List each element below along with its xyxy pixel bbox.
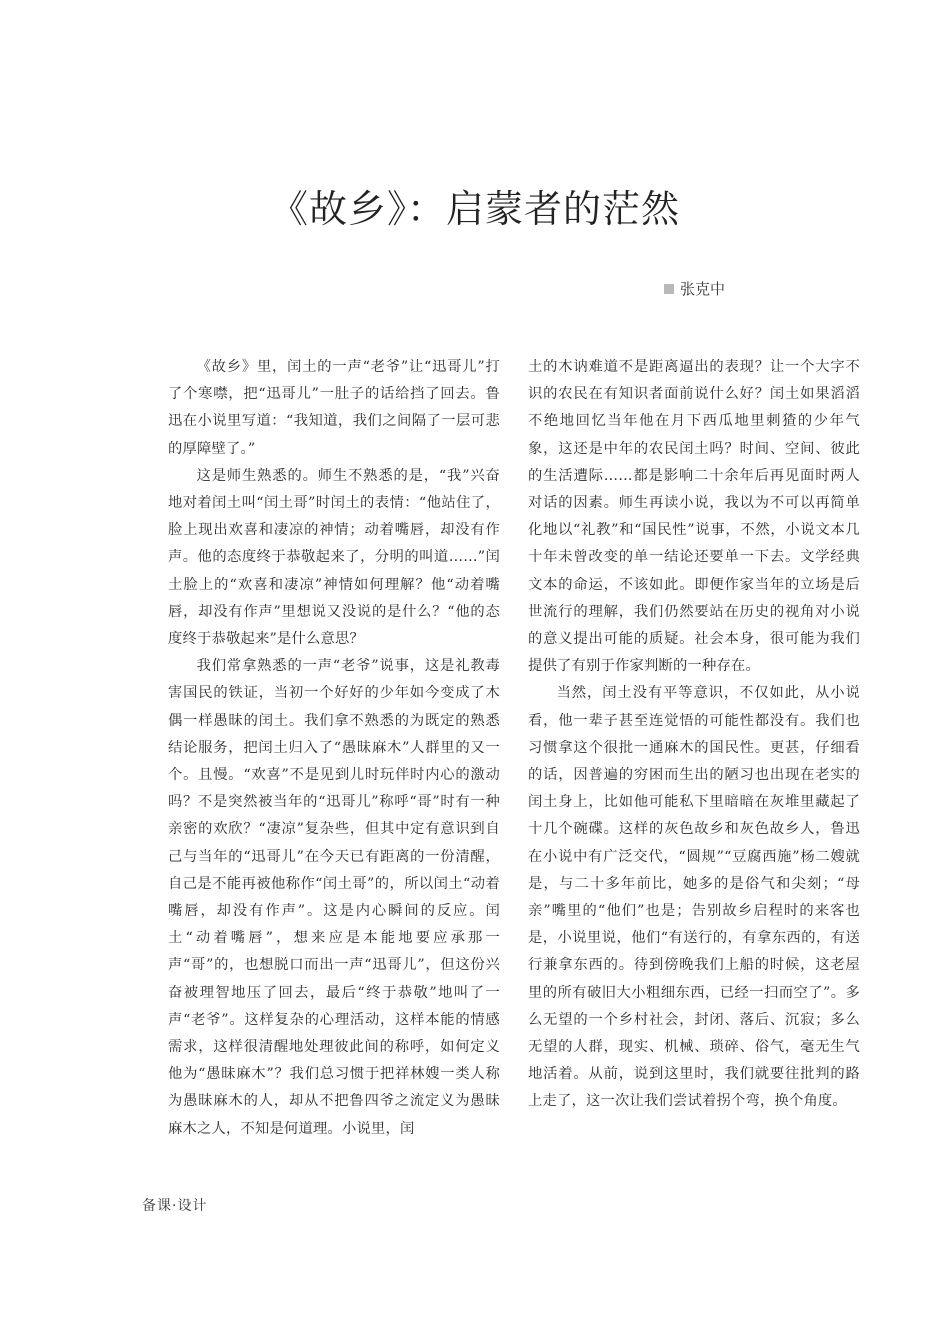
paragraph: 我们常拿熟悉的一声“老爷”说事，这是礼教毒害国民的铁证，当初一个好好的少年如今变成了木偶一样愚昧的闰土。我们拿不熟悉的为既定的熟悉结论服务，把闰土归入了“愚昧麻木”人群里的又一个。且慢。“欢喜”不是见到儿时玩伴时内心的激动吗？不是突然被当年的“迅哥儿”称呼“哥”时有一种亲密的欢欣？“凄凉”复杂些，但其中定有意识到自己与当年的“迅哥儿”在今天已有距离的一份清醒，自己是不能再被他称作“闰土哥”的，所以闰土“动着嘴唇，却没有作声”。这是内心瞬间的反应。闰土“动着嘴唇”，想来应是本能地要应承那一声“哥”的，也想脱口而出一声“迅哥儿”，但这份兴奋被理智地压了回去，最后“终于恭敬”地叫了一声“老爷”。这样复杂的心理活动，这样本能的情感需求，这样很清醒地处理彼此间的称呼，如何定义他为“愚昧麻木”？我们总习惯于把祥林嫂一类人称为愚昧麻木的人，却从不把鲁四爷之流定义为愚昧麻木之人，不知是何道理。小说里，闰 [168, 658, 500, 1137]
paragraph: 这是师生熟悉的。师生不熟悉的是，“我”兴奋地对着闰土叫“闰土哥”时闰土的表情：“他站住了，脸上现出欢喜和凄凉的神情；动着嘴唇，却没有作声。他的态度终于恭敬起来了，分明的叫道……”闰土脸上的“欢喜和凄凉”神情如何理解？他“动着嘴唇，却没有作声”里想说又没说的是什么？“他的态度终于恭敬起来”是什么意思？ [168, 467, 500, 648]
left-column [168, 354, 500, 1143]
paragraph: 土的木讷难道不是距离逼出的表现？让一个大字不识的农民在有知识者面前说什么好？闰土如果滔滔不绝地回忆当年他在月下西瓜地里刺猹的少年气象，这还是中年的农民闰土吗？时间、空间、彼此的生活遭际……都是影响二十余年后再见面时两人对话的因素。师生再读小说，我以为不可以再简单化地以“礼教”和“国民性”说事，不然，小说文本几十年未曾改变的单一结论还要单一下去。文学经典文本的命运，不该如此。即便作家当年的立场是后世流行的理解，我们仍然要站在历史的视角对小说的意义提出可能的质疑。社会本身，很可能为我们提供了有别于作家判断的一种存在。 [528, 359, 860, 675]
square-bullet-icon [664, 284, 674, 294]
right-column [528, 354, 860, 1116]
paragraph: 当然，闰土没有平等意识，不仅如此，从小说看，他一辈子甚至连觉悟的可能性都没有。我们也习惯拿这个很批一通麻木的国民性。更甚，仔细看的话，因普遍的穷困而生出的陋习也出现在老实的闰土身上，比如他可能私下里暗暗在灰堆里藏起了十几个碗碟。这样的灰色故乡和灰色故乡人，鲁迅在小说中有广泛交代，“圆规”“豆腐西施”杨二嫂就是，与二十多年前比，她多的是俗气和尖刻；“母亲”嘴里的“他们”也是；告别故乡启程时的来客也是，小说里说，他们“有送行的，有拿东西的，有送行兼拿东西的。待到傍晚我们上船的时候，这老屋里的所有破旧大小粗细东西，已经一扫而空了”。多么无望的一个乡村社会，封闭、落后、沉寂；多么无望的人群，现实、机械、琐碎、俗气，毫无生气地活着。从前，说到这里时，我们就要往批判的路上走了，这一次让我们尝试着拐个弯，换个角度。 [528, 685, 860, 1110]
author-byline [664, 278, 725, 299]
author-name: 张克中 [680, 280, 726, 298]
page-footer-section: 备课·设计 [142, 1198, 208, 1214]
article-title: 《故乡》：启蒙者的茫然 [269, 187, 680, 231]
paragraph: 《故乡》里，闰土的一声“老爷”让“迅哥儿”打了个寒噤，把“迅哥儿”一肚子的话给挡了回去。鲁迅在小说里写道：“我知道，我们之间隔了一层可悲的厚障壁了。” [168, 359, 500, 457]
